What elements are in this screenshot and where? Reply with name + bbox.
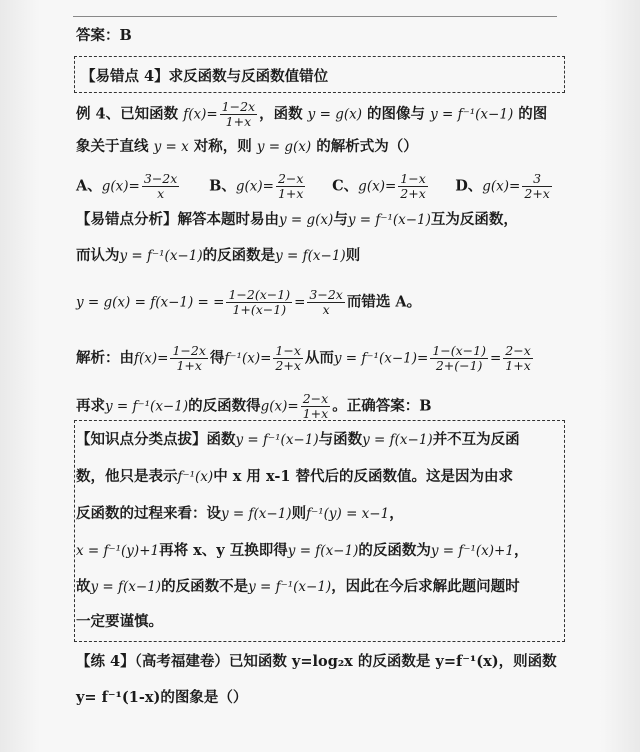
options-row [76,172,554,201]
option-d: D、g(x)= $\frac{3}{2+x}$ [455,171,550,201]
knowledge-line-4: x = f⁻¹(y)+1再将 x、y 互换即得y = f(x−1)的反函数为y = f⁻¹(x)+1， [76,542,529,559]
error-analysis-line-1: 【易错点分析】解答本题时易由y = g(x)与y = f⁻¹(x−1)互为反函数， [76,211,518,228]
option-b: B、g(x)= $\frac{2-x}{1+x}$ [209,171,304,201]
option-c: C、g(x)= $\frac{1-x}{2+x}$ [332,171,426,201]
top-divider [73,16,557,17]
example-line-1: 例 4、已知函数 f(x)= $\frac{1-2x}{1+x}$ ，函数 y = g(x) 的图像与 y = f⁻¹(x−1) 的图 [76,99,548,129]
error-analysis-line-2: 而认为y = f⁻¹(x−1)的反函数是y = f(x−1)则 [76,247,361,264]
knowledge-line-3: 反函数的过程来看：设y = f(x−1)则f⁻¹(y) = x−1， [76,505,404,522]
solution-line-1: 解析：由f(x)= $\frac{1-2x}{1+x}$ 得f⁻¹(x)= $\frac{1-x}{2+x}$ 从而y = f⁻¹(x−1)= $\frac{1-(x-1)}{2+(-1)}$ = $\frac{2-x}{1+x}$ [76,343,531,373]
solution-line-2: 再求y = f⁻¹(x−1)的反函数得g(x)= $\frac{2-x}{1+x}$ 。正确答案：B [76,391,432,421]
exercise-line-1: 【练 4】（高考福建卷）已知函数 y=log₂x 的反函数是 y=f⁻¹(x)，则函数 [76,653,557,670]
fraction: $\frac{1-2x}{1+x}$ [221,99,256,129]
error-point-box [74,56,565,93]
knowledge-line-2: 数，他只是表示f⁻¹(x)中 x 用 x-1 替代后的反函数值。这是因为由求 [76,468,514,485]
error-point-title: 【易错点 4】求反函数与反函数值错位 [81,68,329,85]
answer-line: 答案：B [76,27,132,44]
error-analysis-line-3: y = g(x) = f(x−1) = = $\frac{1-2(x-1)}{1+(x-1)}$ = $\frac{3-2x}{x}$ 而错选 A。 [76,287,422,317]
knowledge-line-1: 【知识点分类点拔】函数y = f⁻¹(x−1)与函数y = f(x−1)并不互为反函 [76,431,520,448]
example-line-2: 象关于直线 y = x 对称，则 y = g(x) 的解析式为（） [76,138,418,155]
knowledge-box [74,420,565,642]
knowledge-line-5: 故y = f(x−1)的反函数不是y = f⁻¹(x−1)，因此在今后求解此题问题时 [76,578,520,595]
knowledge-line-6: 一定要谨慎。 [76,613,163,630]
exercise-line-2: y= f⁻¹(1-x)的图象是（） [76,689,248,706]
option-a: A、g(x)= $\frac{3-2x}{x}$ [76,171,178,201]
